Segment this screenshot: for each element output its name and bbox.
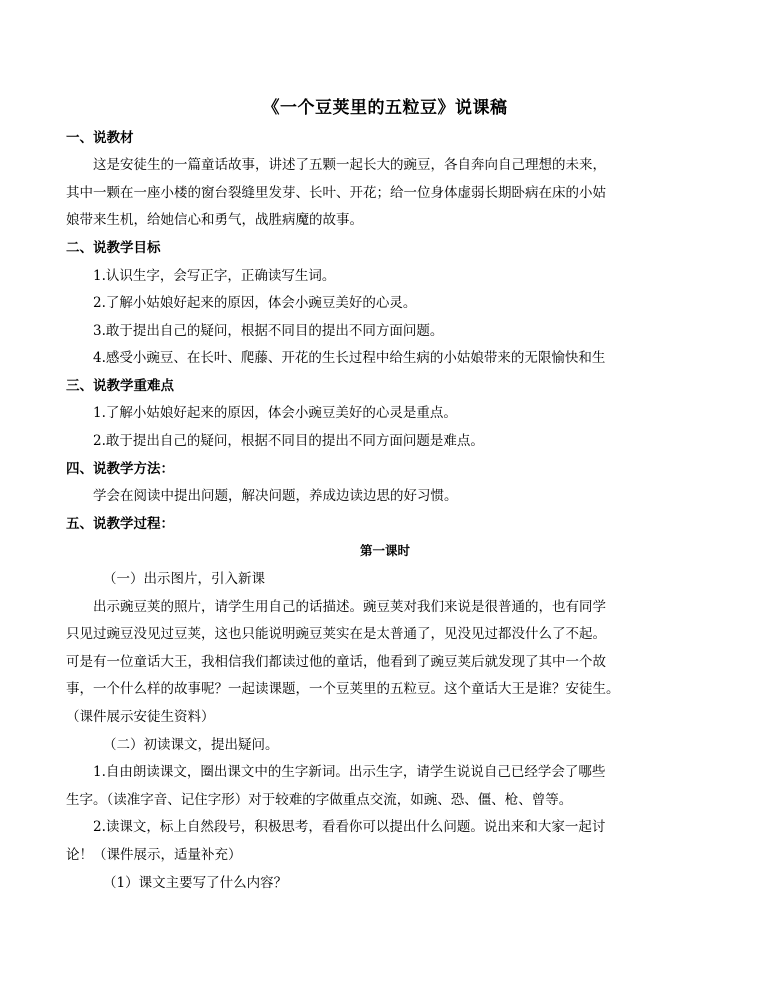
part-heading: （二）初读课文，提出疑问。: [103, 737, 279, 753]
paragraph-line: 其中一颗在一座小楼的窗台裂缝里发芽、长叶、开花；给一位身体虚弱长期卧病在床的小姑: [66, 185, 606, 201]
paragraph-line: 1.自由朗读课文，圈出课文中的生字新词。出示生字，请学生说说自己已经学会了哪些: [93, 764, 606, 780]
section-heading-teaching-goals: 二、说教学目标: [66, 240, 161, 256]
paragraph-line: 生字。（读准字音、记住字形）对于较难的字做重点交流，如豌、恐、僵、枪、曾等。: [66, 792, 573, 808]
paragraph-line: 娘带来生机，给她信心和勇气，战胜病魔的故事。: [66, 212, 363, 228]
paragraph-line: 可是有一位童话大王，我相信我们都读过他的童话，他看到了豌豆荚后就发现了其中一个故: [66, 654, 606, 670]
part-heading: （一）出示图片，引入新课: [103, 571, 265, 587]
list-item: 4.感受小豌豆、在长叶、爬藤、开花的生长过程中给生病的小姑娘带来的无限愉快和生: [93, 350, 606, 366]
list-item: 2.了解小姑娘好起来的原因，体会小豌豆美好的心灵。: [93, 295, 417, 311]
list-item: 1.了解小姑娘好起来的原因，体会小豌豆美好的心灵是重点。: [93, 405, 457, 421]
list-item: 2.敢于提出自己的疑问，根据不同目的提出不同方面问题是难点。: [93, 433, 484, 449]
page-title: 《一个豆荚里的五粒豆》说课稿: [262, 98, 508, 118]
list-item: 3.敢于提出自己的疑问，根据不同目的提出不同方面问题。: [93, 323, 444, 339]
paragraph-line: 2.读课文，标上自然段号，积极思考，看看你可以提出什么问题。说出来和大家一起讨: [93, 819, 606, 835]
paragraph-line: 只见过豌豆没见过豆荚，这也只能说明豌豆荚实在是太普通了，见没见过都没什么了不起。: [66, 626, 606, 642]
paragraph-line: 学会在阅读中提出问题，解决问题，养成边读边思的好习惯。: [93, 488, 458, 504]
paragraph-line: 出示豌豆荚的照片，请学生用自己的话描述。豌豆荚对我们来说是很普通的，也有同学: [93, 599, 606, 615]
paragraph-line: 论！（课件展示，适量补充）: [66, 847, 242, 863]
paragraph-line: 事，一个什么样的故事呢？一起读课题，一个豆荚里的五粒豆。这个童话大王是谁？安徒生。: [66, 681, 620, 697]
section-heading-teaching-material: 一、说教材: [66, 130, 134, 146]
section-heading-key-points: 三、说教学重难点: [66, 378, 174, 394]
list-item: 1.认识生字，会写正字，正确读写生词。: [93, 268, 336, 284]
lesson-subtitle: 第一课时: [359, 543, 410, 558]
paragraph-line: 这是安徒生的一篇童话故事，讲述了五颗一起长大的豌豆，各自奔向自己理想的未来，: [93, 157, 606, 173]
section-heading-teaching-method: 四、说教学方法：: [66, 461, 174, 477]
paragraph-line: （课件展示安徒生资料）: [66, 709, 215, 725]
section-heading-teaching-process: 五、说教学过程：: [66, 516, 174, 532]
question-item: （1）课文主要写了什么内容？: [103, 875, 288, 891]
